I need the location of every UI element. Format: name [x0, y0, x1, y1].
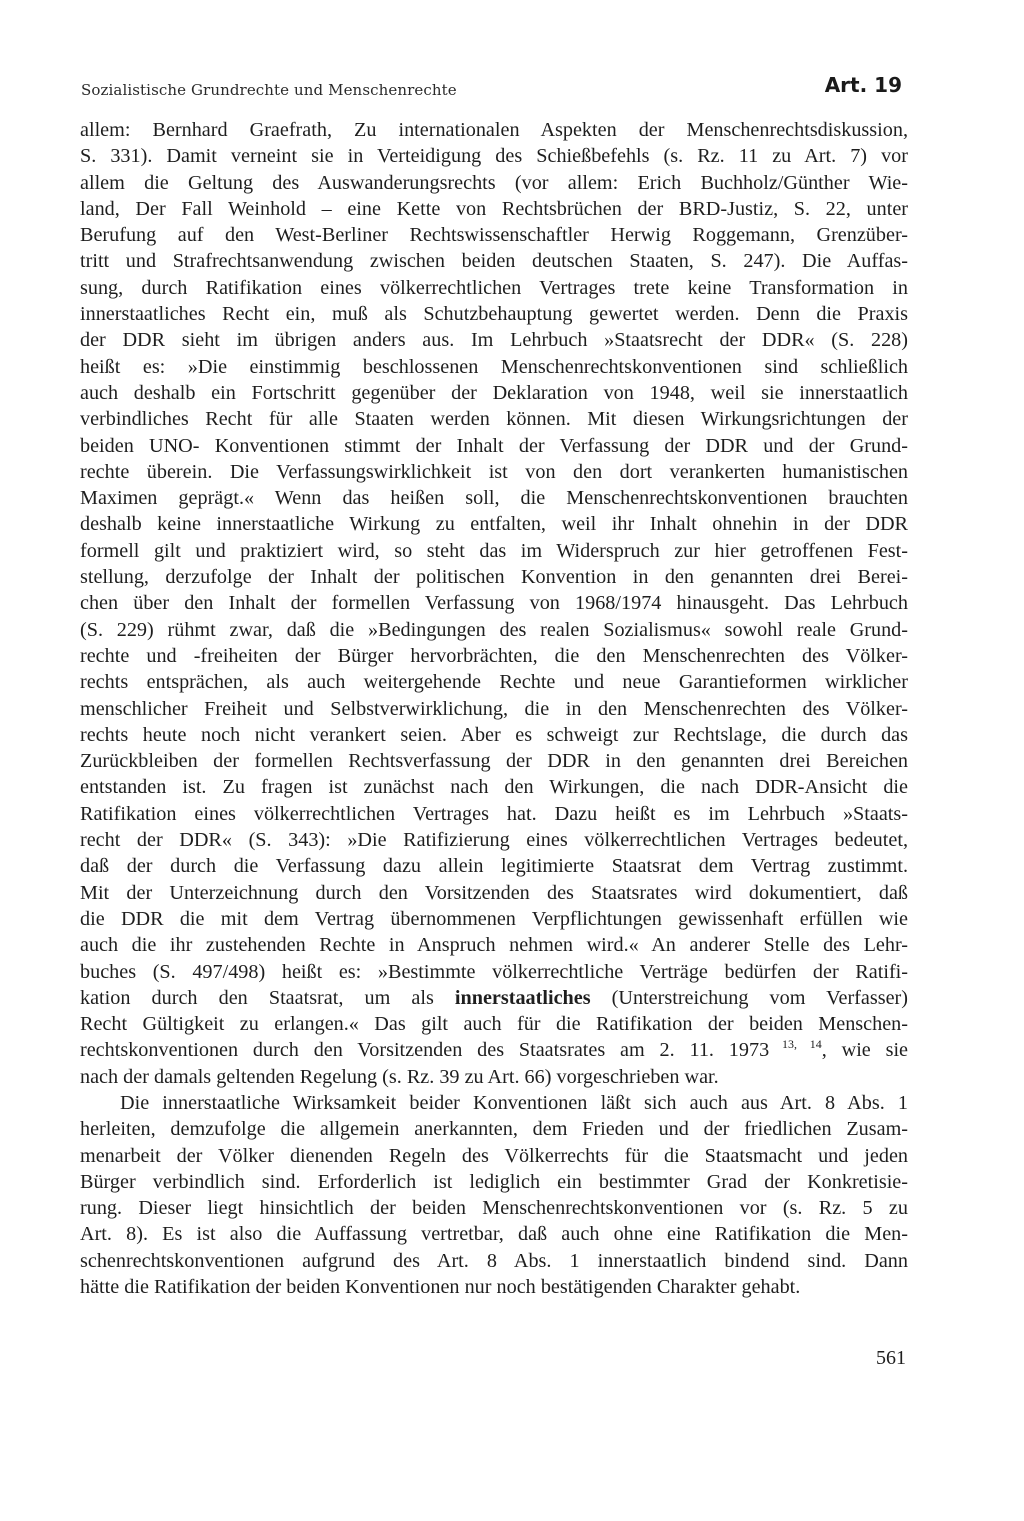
- text-line: Recht Gültigkeit zu erlangen.« Das gilt auch für die Ratifikation der beiden Menschen-: [80, 1013, 908, 1036]
- text-line: deshalb keine innerstaatliche Wirkung zu entfalten, weil ihr Inhalt ohnehin in der DDR: [80, 513, 908, 536]
- footnote-reference: 13, 14: [769, 1037, 822, 1052]
- text-line: die DDR die mit dem Vertrag übernommenen Verpflichtungen gewissenhaft erfüllen wie: [80, 907, 908, 930]
- text-line: tritt und Strafrechtsanwendung zwischen beiden deutschen Staaten, S. 247). Die Auffas-: [80, 250, 908, 273]
- text-line: stellung, derzufolge der Inhalt der politischen Konvention in den genannten drei Berei-: [80, 566, 908, 589]
- text-line: heißt es: »Die einstimmig beschlossenen Menschenrechtskonventionen sind schließlich: [80, 355, 908, 378]
- running-head: Sozialistische Grundrechte und Menschenrechte: [81, 81, 457, 99]
- text-line-emphasis: kation durch den Staatsrat, um als innerstaatliches (Unterstreichung vom Verfasser): [80, 986, 908, 1009]
- paragraph-2: [80, 1090, 908, 1300]
- text-line: Ratifikation eines völkerrechtlichen Vertrages hat. Dazu heißt es im Lehrbuch »Staats-: [80, 802, 908, 825]
- text-line: daß der durch die Verfassung dazu allein legitimierte Staatsrat dem Vertrag zustimmt.: [80, 855, 908, 878]
- text-line: (S. 229) rühmt zwar, daß die »Bedingungen des realen Sozialismus« sowohl reale Grund-: [80, 618, 908, 641]
- text-line: Art. 8). Es ist also die Auffassung vertretbar, daß auch ohne eine Ratifikation die Men-: [80, 1223, 908, 1246]
- text-line: rechts heute noch nicht verankert seien. Aber es schweigt zur Rechtslage, die durch das: [80, 723, 908, 746]
- text-line: auch die ihr zustehenden Rechte in Anspruch nehmen wird.« An anderer Stelle des Lehr-: [80, 934, 908, 957]
- text-line: Bürger verbindlich sind. Erforderlich ist lediglich ein bestimmter Grad der Konkretisie-: [80, 1170, 908, 1193]
- text-line: verbindliches Recht für alle Staaten werden können. Mit diesen Wirkungsrichtungen der: [80, 408, 908, 431]
- text-line-footnote: rechtskonventionen durch den Vorsitzenden des Staatsrates am 2. 11. 1973 $^{13, 14}$, wie sie: [80, 1037, 908, 1062]
- text-line: Zurückbleiben der formellen Rechtsverfassung der DDR in den genannten drei Bereichen: [80, 750, 908, 773]
- text-line: der DDR sieht im übrigen anders aus. Im Lehrbuch »Staatsrecht der DDR« (S. 228): [80, 329, 908, 352]
- text-line: chen über den Inhalt der formellen Verfassung von 1968/1974 hinausgeht. Das Lehrbuch: [80, 592, 908, 615]
- text-line: innerstaatliches Recht ein, muß als Schutzbehauptung gewertet werden. Denn die Praxis: [80, 303, 908, 326]
- text-line: auch deshalb ein Fortschritt gegenüber der Deklaration von 1948, weil sie innerstaatlich: [80, 381, 908, 404]
- text-line: rung. Dieser liegt hinsichtlich der beiden Menschenrechtskonventionen vor (s. Rz. 5 zu: [80, 1197, 908, 1220]
- page-number: 561: [876, 1347, 906, 1369]
- emphasized-word: innerstaatliches: [454, 986, 591, 1009]
- text-line: S. 331). Damit verneint sie in Verteidigung des Schießbefehls (s. Rz. 11 zu Art. 7) vor: [80, 145, 908, 168]
- text-line: hätte die Ratifikation der beiden Konventionen nur noch bestätigenden Charakter gehabt.: [80, 1276, 801, 1299]
- article-label: Art. 19: [824, 73, 902, 97]
- text-line: recht der DDR« (S. 343): »Die Ratifizierung eines völkerrechtlichen Vertrages bedeutet,: [80, 829, 908, 852]
- text-line: nach der damals geltenden Regelung (s. Rz. 39 zu Art. 66) vorgeschrieben war.: [80, 1065, 719, 1088]
- text-line: buches (S. 497/498) heißt es: »Bestimmte völkerrechtliche Verträge bedürfen der Ratifi-: [80, 960, 908, 983]
- text-line: menschlicher Freiheit und Selbstverwirklichung, die in den Menschenrechten des Völker-: [80, 697, 908, 720]
- text-line: rechte und -freiheiten der Bürger hervorbrächten, die den Menschenrechten des Völker-: [80, 644, 908, 667]
- text-line: allem die Geltung des Auswanderungsrechts (vor allem: Erich Buchholz/Günther Wie-: [80, 171, 908, 194]
- text-line: menarbeit der Völker dienenden Regeln des Völkerrechts für die Staatsmacht und jeden: [80, 1144, 908, 1167]
- text-line: beiden UNO- Konventionen stimmt der Inhalt der Verfassung der DDR und der Grund-: [80, 434, 908, 457]
- paragraph-1: [80, 117, 908, 985]
- text-line: Maximen geprägt.« Wenn das heißen soll, die Menschenrechtskonventionen brauchten: [80, 487, 908, 510]
- text-line: Mit der Unterzeichnung durch den Vorsitzenden des Staatsrates wird dokumentiert, daß: [80, 881, 908, 904]
- text-line: Berufung auf den West-Berliner Rechtswissenschaftler Herwig Roggemann, Grenzüber-: [80, 224, 908, 247]
- text-line: rechts entsprächen, als auch weitergehende Rechte und neue Garantieformen wirklicher: [80, 671, 908, 694]
- text-line: Die innerstaatliche Wirksamkeit beider Konventionen läßt sich auch aus Art. 8 Abs. 1: [120, 1091, 908, 1114]
- body-text: [80, 117, 908, 1300]
- text-line: land, Der Fall Weinhold – eine Kette von Rechtsbrüchen der BRD-Justiz, S. 22, unter: [80, 197, 908, 220]
- text-line: schenrechtskonventionen aufgrund des Art. 8 Abs. 1 innerstaatlich bindend sind. Dann: [80, 1249, 908, 1272]
- text-line: sung, durch Ratifikation eines völkerrechtlichen Vertrages trete keine Transformation in: [80, 276, 908, 299]
- text-line: herleiten, demzufolge die allgemein anerkannten, dem Frieden und der friedlichen Zusam-: [80, 1118, 908, 1141]
- text-line: formell gilt und praktiziert wird, so steht das im Widerspruch zur hier getroffenen Fest-: [80, 539, 908, 562]
- text-line: allem: Bernhard Graefrath, Zu internationalen Aspekten der Menschenrechtsdiskussion,: [80, 119, 908, 141]
- text-line: entstanden ist. Zu fragen ist zunächst nach den Wirkungen, die nach DDR-Ansicht die: [80, 776, 908, 799]
- text-line: rechte überein. Die Verfassungswirklichkeit ist von den dort verankerten humanistischen: [80, 460, 908, 483]
